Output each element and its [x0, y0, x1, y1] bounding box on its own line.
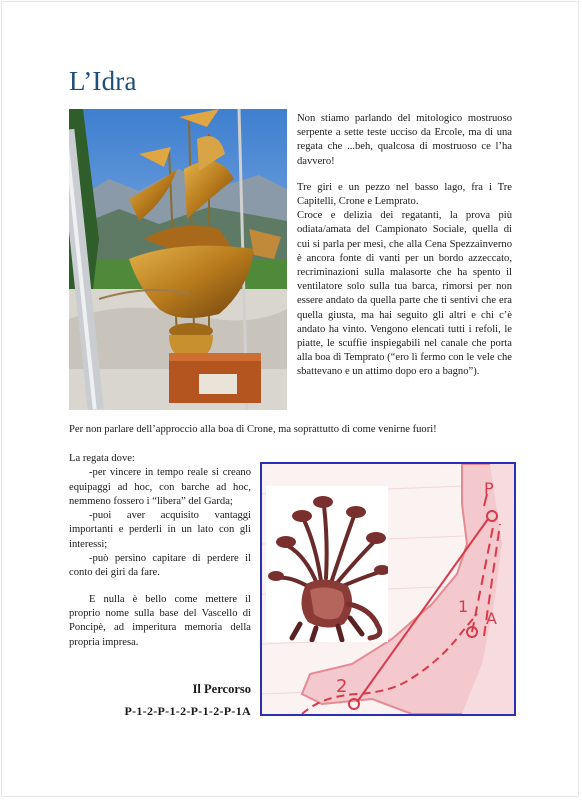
intro-paragraph: Tre giri e un pezzo nel basso lago, fra i Tre Capitelli, Crone e Lemprato. — [297, 181, 512, 208]
intro-text — [297, 112, 512, 380]
closing-paragraph: E nulla è bello come mettere il proprio nome sulla base del Vascello di Poncipè, ad imperitura memoria della propria impresa. — [69, 593, 251, 648]
intro-paragraph: Croce e delizia dei regatanti, la prova più odiata/amata del Campionato Sociale, quella di cui si parla per mesi, che alla Cena Spezzainverno è ancora fonte di vanti per un bordo azzeccato, recriminazioni sulla malasorte che ha spento il ventilatore solo sulla tua barca, rimorsi per non essere andato da quella parte che ti sentivi che era quella giusta, ma hai seguito gli altri e chi c’è andato ha vinto. Vengono elencati tutti i refoli, le piatte, le scuffie inspiegabili nel canale che porta alla boa di Temprato (“ero lì fermo con le vele che sbattevano e un attimo dopo ero a bagno”). — [297, 210, 512, 378]
intro-paragraph: Non stiamo parlando del mitologico mostruoso serpente a sette teste ucciso da Ercole, ma di una regata che ...beh, qualcosa di mostruoso ce l’ha davvero! — [297, 113, 512, 167]
hydra-illustration — [266, 486, 388, 642]
map-label-a: A — [486, 609, 497, 628]
map-label-p: P — [484, 479, 494, 498]
page-title: L’Idra — [69, 66, 137, 96]
percorso-sequence: P-1-2-P-1-2-P-1-2-P-1A — [124, 704, 251, 718]
approach-paragraph: Per non parlare dell’approccio alla boa di Crone, ma soprattutto di come venirne fuori! — [69, 424, 437, 435]
percorso-title: Il Percorso — [192, 682, 251, 696]
regatta-list — [69, 452, 251, 650]
list-item: -puoi aver acquisito vantaggi importanti e perderli in un lato con gli interessi; — [69, 510, 251, 550]
list-item: -può persino capitare di perdere il conto dei giri da fare. — [69, 553, 251, 579]
map-label-1: 1 — [458, 597, 469, 616]
list-heading: La regata dove: — [69, 453, 135, 464]
map-label-2: 2 — [336, 676, 348, 697]
list-item: -per vincere in tempo reale si creano equipaggi ad hoc, con barche ad hoc, nemmeno fossero i “libera” del Garda; — [69, 467, 251, 507]
trophy-photo — [69, 109, 287, 410]
